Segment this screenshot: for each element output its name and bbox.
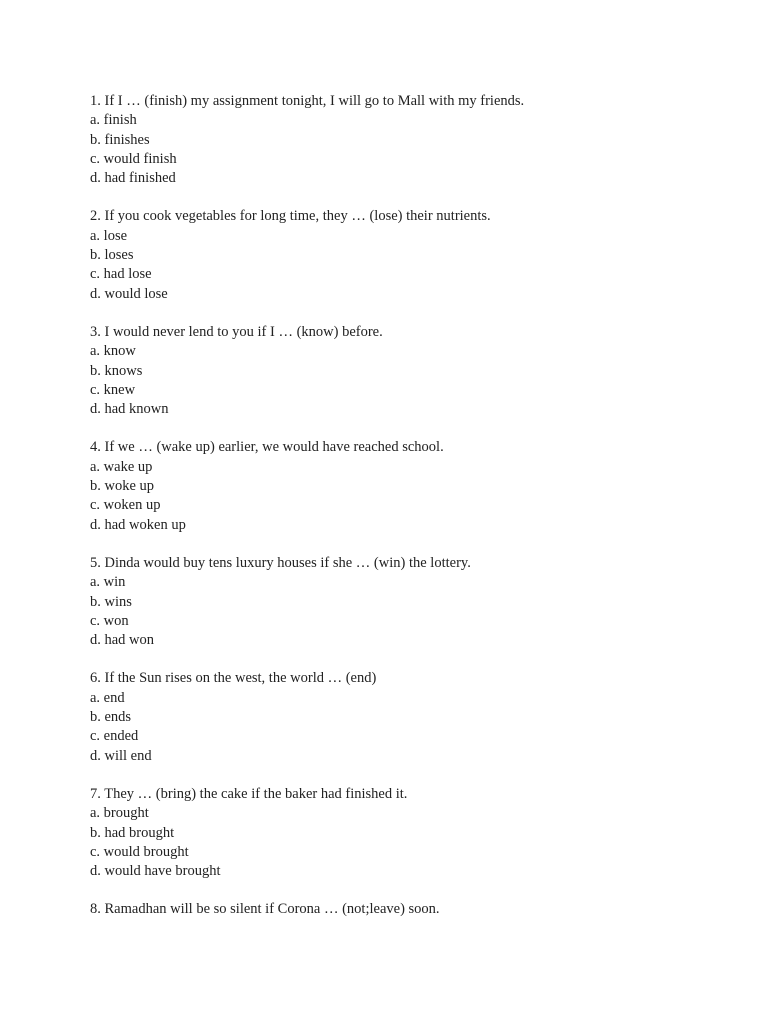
answer-option-a: a. win	[90, 574, 126, 591]
question-stem: 4. If we … (wake up) earlier, we would have reached school.	[90, 439, 444, 456]
answer-option-b: b. knows	[90, 362, 143, 379]
answer-option-b: b. wins	[90, 593, 132, 610]
question-stem: 6. If the Sun rises on the west, the world … (end)	[90, 670, 377, 687]
answer-option-c: c. ended	[90, 728, 139, 745]
answer-option-d: d. had known	[90, 401, 169, 418]
answer-option-d: d. will end	[90, 747, 152, 764]
question-stem: 7. They … (bring) the cake if the baker had finished it.	[90, 785, 408, 802]
answer-option-b: b. ends	[90, 709, 132, 726]
answer-option-d: d. had woken up	[90, 516, 186, 533]
answer-option-b: b. loses	[90, 247, 134, 264]
question-stem: 3. I would never lend to you if I … (know) before.	[90, 323, 383, 340]
question-3	[90, 323, 730, 419]
question-stem: 1. If I … (finish) my assignment tonight, I will go to Mall with my friends.	[90, 93, 525, 109]
answer-option-c: c. woken up	[90, 497, 161, 514]
answer-option-b: b. had brought	[90, 824, 175, 841]
question-stem: 5. Dinda would buy tens luxury houses if she … (win) the lottery.	[90, 554, 471, 571]
question-7	[90, 785, 730, 881]
question-stem: 8. Ramadhan will be so silent if Corona … (not;leave) soon.	[90, 901, 440, 918]
answer-option-b: b. finishes	[90, 131, 150, 148]
answer-option-a: a. end	[90, 689, 125, 706]
answer-option-a: a. brought	[90, 805, 149, 822]
answer-option-a: a. lose	[90, 227, 128, 244]
answer-option-d: d. would lose	[90, 285, 168, 302]
answer-option-c: c. won	[90, 612, 129, 629]
answer-option-a: a. wake up	[90, 458, 153, 475]
question-8	[90, 900, 730, 919]
answer-option-a: a. finish	[90, 112, 137, 129]
answer-option-d: d. had won	[90, 632, 155, 649]
question-2	[90, 207, 730, 303]
answer-option-b: b. woke up	[90, 478, 155, 495]
answer-option-c: c. would finish	[90, 150, 177, 167]
answer-option-c: c. would brought	[90, 843, 189, 860]
question-1	[90, 92, 730, 188]
question-stem: 2. If you cook vegetables for long time, they … (lose) their nutrients.	[90, 208, 491, 225]
question-4	[90, 438, 730, 534]
answer-option-d: d. had finished	[90, 170, 176, 187]
answer-option-d: d. would have brought	[90, 863, 221, 880]
answer-option-c: c. had lose	[90, 266, 152, 283]
answer-option-a: a. know	[90, 343, 136, 360]
question-list	[90, 92, 730, 939]
question-5	[90, 554, 730, 650]
answer-option-c: c. knew	[90, 381, 136, 398]
question-6	[90, 669, 730, 765]
